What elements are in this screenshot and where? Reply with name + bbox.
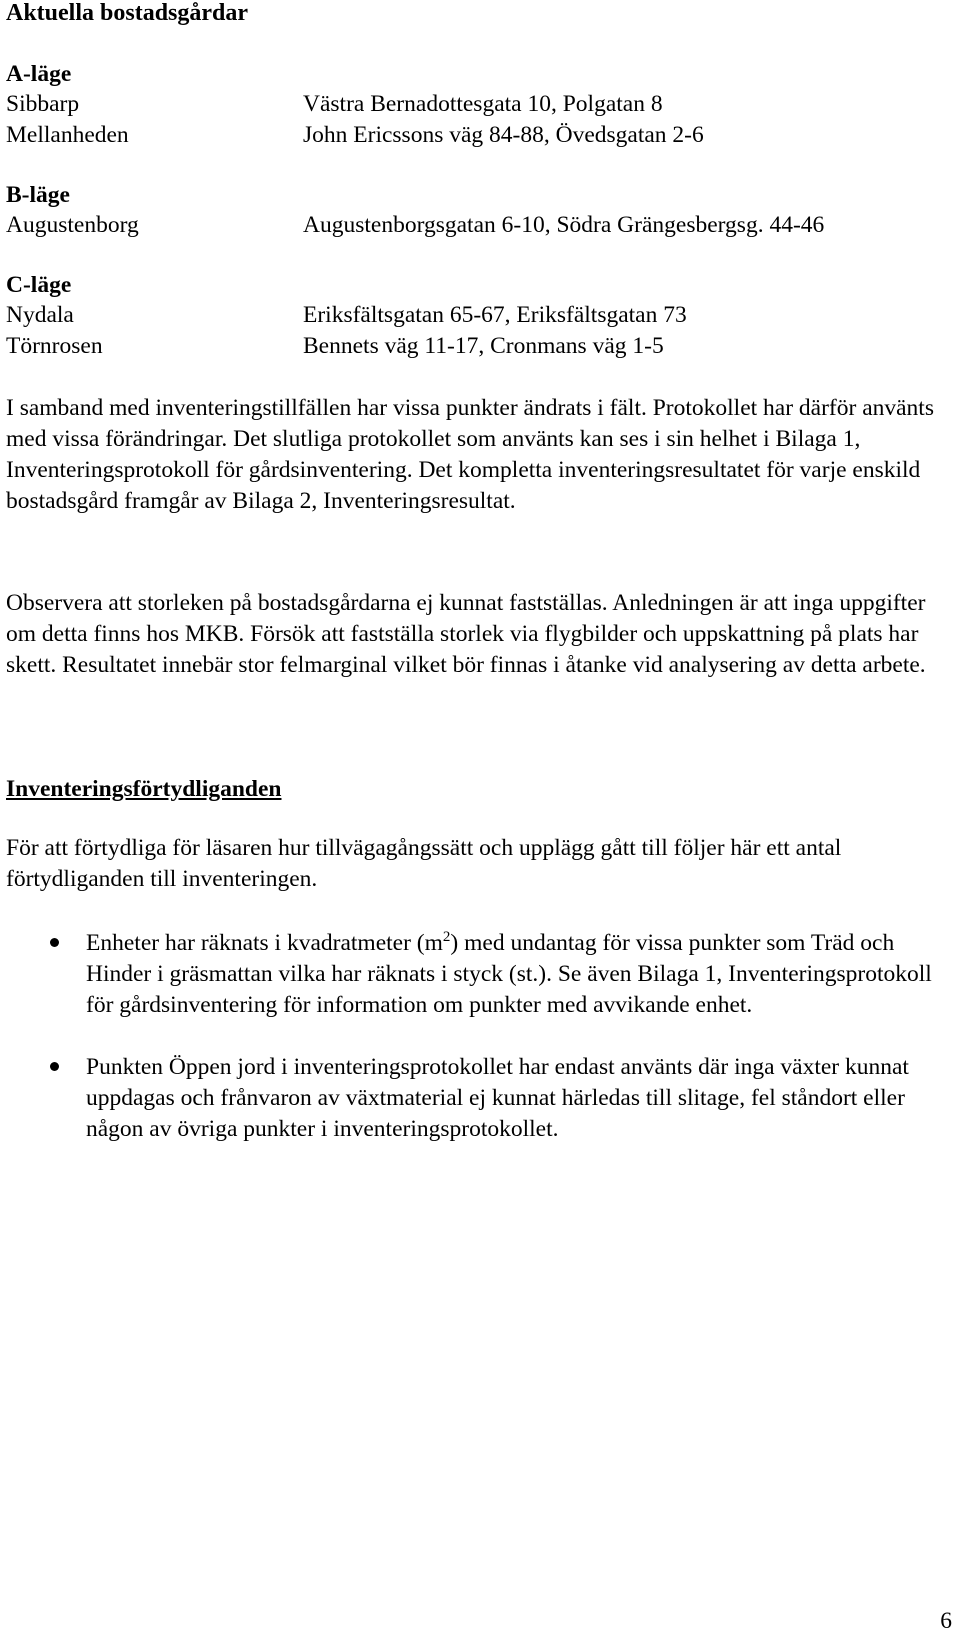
location-row (6, 210, 954, 241)
list-item-text: ) med undantag för vissa punkter som Träd och Hinder i gräsmattan vilka har räknats i styck (st.). Se även Bilaga 1, Inventeringsprotokoll för gårdsinventering för information om punkter med avvikande enhet. (86, 930, 932, 1018)
section-heading: Inventeringsförtydliganden (6, 776, 282, 802)
bullet-icon (50, 1062, 59, 1071)
location-name: Törnrosen (6, 333, 103, 359)
list-item-text: Enheter har räknats i kvadratmeter (m (86, 930, 443, 956)
bullet-icon (50, 938, 59, 947)
paragraph-size-note (6, 588, 944, 681)
group-label-a: A-läge (6, 61, 72, 87)
location-row (6, 331, 954, 362)
intro-paragraph (6, 833, 944, 895)
location-address: John Ericssons väg 84-88, Övedsgatan 2-6 (303, 122, 704, 148)
location-address: Augustenborgsgatan 6-10, Södra Grängesbergsg. 44-46 (303, 212, 825, 238)
paragraph-text: I samband med inventeringstillfällen har vissa punkter ändrats i fält. Protokollet har därför använts med vissa förändringar. Det slutliga protokollet som använts kan ses i sin helhet i Bilaga 1, Inventeringsprotokoll för gårdsinventering. Det kompletta inventeringsresultatet för varje enskild bostadsgård framgår av Bilaga 2, Inventeringsresultat. (6, 395, 934, 514)
location-name: Sibbarp (6, 91, 80, 117)
group-label-c: C-läge (6, 272, 72, 298)
location-address: Västra Bernadottesgata 10, Polgatan 8 (303, 91, 663, 117)
paragraph-text: Observera att storleken på bostadsgårdarna ej kunnat fastställas. Anledningen är att inga uppgifter om detta finns hos MKB. Försök att fastställa storlek via flygbilder och uppskattning på plats har skett. Resultatet innebär stor felmarginal vilket bör finnas i åtanke vid analysering av detta arbete. (6, 590, 926, 678)
list-item (6, 1052, 954, 1145)
location-row (6, 120, 954, 151)
location-address: Bennets väg 11-17, Cronmans väg 1-5 (303, 333, 664, 359)
page-number: 6 (940, 1608, 952, 1634)
group-label-b: B-läge (6, 182, 70, 208)
list-item (6, 928, 954, 1021)
location-row (6, 300, 954, 331)
list-item-text: Punkten Öppen jord i inventeringsprotokollet har endast använts där inga växter kunnat uppdagas och frånvaron av växtmaterial ej kunnat härledas till slitage, fel ståndort eller någon av övriga punkter i inventeringsprotokollet. (86, 1054, 909, 1142)
paragraph-protocol (6, 393, 944, 517)
location-name: Augustenborg (6, 212, 139, 238)
location-name: Mellanheden (6, 122, 129, 148)
paragraph-text: För att förtydliga för läsaren hur tillvägagångssätt och upplägg gått till följer här ett antal förtydliganden till inventeringen. (6, 835, 842, 892)
location-row (6, 89, 954, 120)
clarification-list (6, 928, 954, 1176)
superscript: 2 (442, 929, 451, 945)
location-name: Nydala (6, 302, 74, 328)
page-heading: Aktuella bostadsgårdar (6, 0, 249, 26)
location-address: Eriksfältsgatan 65-67, Eriksfältsgatan 73 (303, 302, 687, 328)
